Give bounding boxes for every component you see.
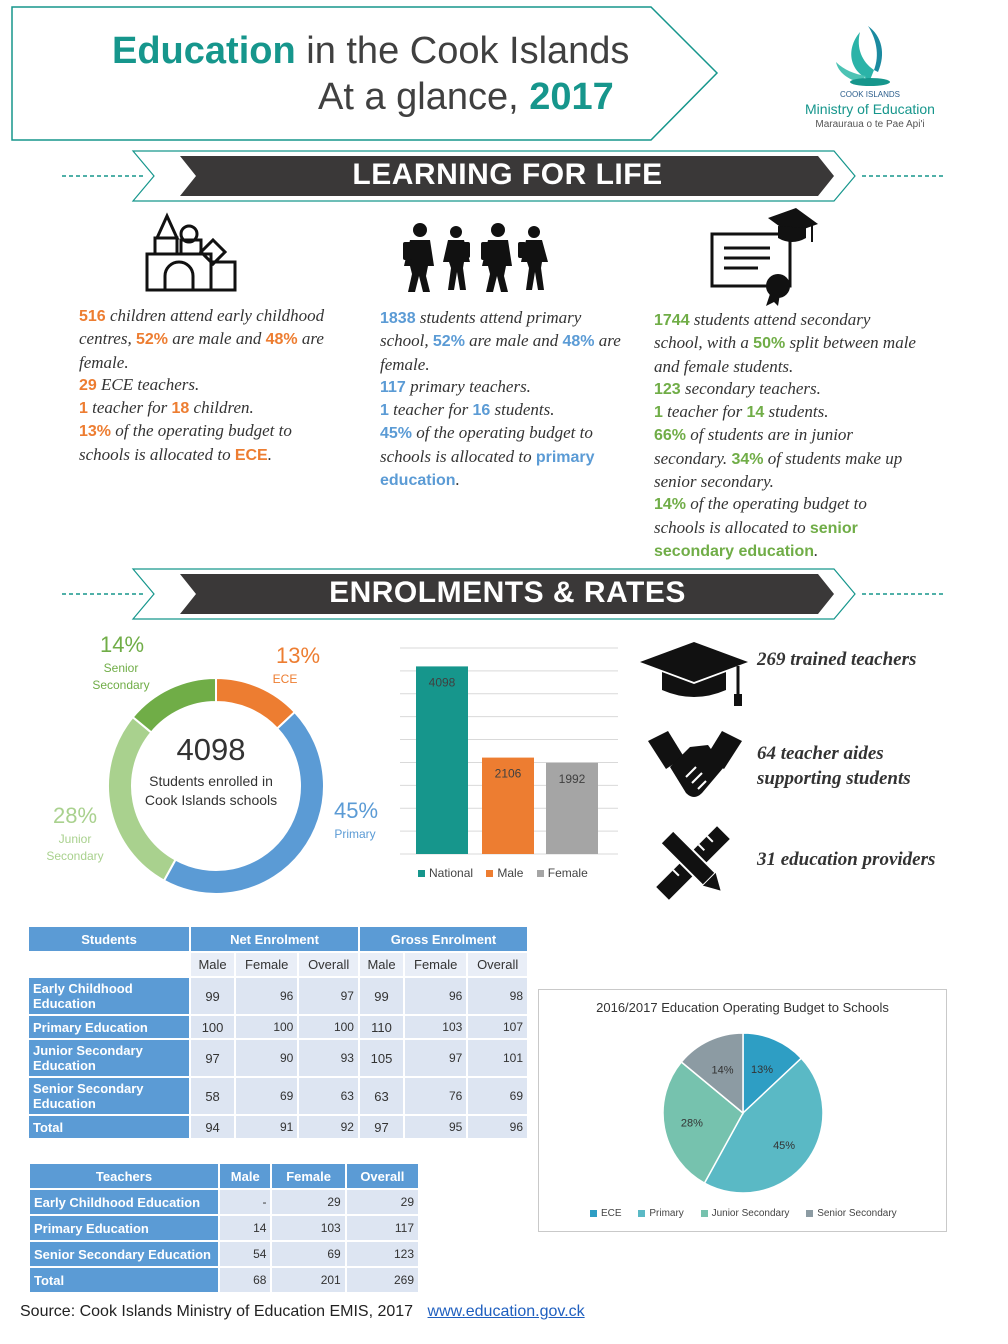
- th-teachers-overall: Overall: [347, 1164, 418, 1188]
- table-row: Early Childhood Education - 29 29: [30, 1190, 418, 1214]
- pie-legend-primary: Primary: [638, 1208, 683, 1219]
- th-teachers-female: Female: [272, 1164, 344, 1188]
- stat-education-providers: 31 education providers: [757, 849, 936, 870]
- donut-label-ece-pct: 13%: [275, 643, 321, 668]
- table-row: Senior Secondary Education 54 69 123: [30, 1242, 418, 1266]
- banner-enrolments-title: ENROLMENTS & RATES: [329, 576, 686, 609]
- table-row: Junior Secondary Education 97 90 93 105 97 101: [29, 1040, 527, 1076]
- banner-learning-title: LEARNING FOR LIFE: [352, 158, 663, 191]
- th-teachers-male: Male: [220, 1164, 270, 1188]
- bar-label-national: 4098: [428, 675, 456, 690]
- table-row: Early Childhood Education 99 96 97 99 96 98: [29, 978, 527, 1014]
- legend-male: Male: [486, 866, 523, 880]
- pie-legend-junior: Junior Secondary: [701, 1208, 790, 1219]
- graduation-cap-icon: [638, 640, 750, 708]
- pie-legend-ece: ECE: [590, 1208, 622, 1219]
- table-row: Total 94 91 92 97 95 96: [29, 1116, 527, 1138]
- budget-pie-chart: [658, 1028, 828, 1198]
- th-teachers: Teachers: [30, 1164, 218, 1188]
- donut-label-senior-name: Senior Secondary: [92, 661, 150, 692]
- page-title-line2: At a glance, 2017: [318, 76, 614, 118]
- logo-motto: Marauraua o te Pae Api'i: [815, 119, 925, 130]
- pie-label-primary: 45%: [773, 1139, 796, 1152]
- bar-chart-legend: [418, 866, 598, 880]
- diploma-certificate-icon: [708, 206, 820, 306]
- th-net-overall: Overall: [299, 953, 358, 976]
- th-gross-overall: Overall: [468, 953, 527, 976]
- th-net-male: Male: [191, 953, 234, 976]
- source-text: Source: Cook Islands Ministry of Education EMIS, 2017: [20, 1303, 414, 1320]
- donut-label-senior-pct: 14%: [99, 632, 145, 657]
- bar-national: [416, 666, 468, 854]
- logo-country: COOK ISLANDS: [839, 90, 900, 99]
- handshake-icon: [646, 727, 744, 805]
- th-gross-male: Male: [360, 953, 403, 976]
- logo-text: [790, 90, 950, 130]
- donut-label-junior-pct: 28%: [52, 803, 98, 828]
- toy-blocks-icon: [143, 210, 239, 294]
- budget-pie-legend: [590, 1208, 911, 1219]
- stat-trained-teachers: 269 trained teachers: [757, 649, 917, 670]
- pie-label-junior-secondary: 28%: [680, 1117, 703, 1130]
- table-row: Total 68 201 269: [30, 1268, 418, 1292]
- pencil-ruler-icon: [654, 826, 732, 900]
- source-note: [20, 1303, 585, 1321]
- budget-pie-title: 2016/2017 Education Operating Budget to Schools: [596, 1000, 889, 1015]
- bar-label-female: 1992: [558, 771, 586, 786]
- donut-label-junior-name: Junior Secondary: [46, 832, 104, 863]
- table-row: Senior Secondary Education 58 69 63 63 76 69: [29, 1078, 527, 1114]
- donut-center-value: 4098: [176, 732, 246, 767]
- th-gross-enrolment: Gross Enrolment: [360, 927, 527, 951]
- donut-label-primary-pct: 45%: [333, 798, 379, 823]
- secondary-summary: 1744 students attend secondary school, with a 50% split between male and female students. 123 secondary teachers. 1 teacher for 14 students. 66% of students are in junior secondary. 34% of students make up senior secondary. 14% of the operating budget to schools is allocated to senior secondary education.: [654, 310, 916, 560]
- source-link[interactable]: www.education.gov.ck: [427, 1303, 585, 1320]
- th-gross-female: Female: [405, 953, 466, 976]
- th-net-enrolment: Net Enrolment: [191, 927, 358, 951]
- th-students: Students: [29, 927, 189, 951]
- enrolment-bar-chart: [396, 640, 622, 860]
- logo-ministry: Ministry of Education: [805, 101, 935, 117]
- title-box: [11, 6, 719, 141]
- page-title-line1: Education in the Cook Islands: [112, 30, 630, 72]
- primary-summary: 1838 students attend primary school, 52% are male and 48% are female. 117 primary teachers. 1 teacher for 16 students. 45% of the operating budget to schools is allocated to primary education.: [380, 308, 621, 490]
- students-walking-icon: [398, 222, 553, 294]
- pie-label-senior-secondary: 14%: [711, 1064, 734, 1077]
- th-net-female: Female: [236, 953, 297, 976]
- table-row: Primary Education 14 103 117: [30, 1216, 418, 1240]
- donut-label-primary-name: Primary: [334, 827, 376, 841]
- pie-label-ece: 13%: [751, 1063, 774, 1076]
- donut-center-label: Students enrolled in Cook Islands schools: [144, 773, 278, 808]
- ece-summary: 516 children attend early childhood centres, 52% are male and 48% are female. 29 ECE teachers. 1 teacher for 18 children. 13% of the operating budget to schools is allocated to ECE.: [79, 306, 325, 464]
- legend-national: National: [418, 866, 473, 880]
- legend-female: Female: [537, 866, 588, 880]
- teachers-table: [28, 1162, 420, 1294]
- stat-teacher-aides: 64 teacher aides supporting students: [757, 743, 911, 789]
- pie-legend-senior: Senior Secondary: [806, 1208, 897, 1219]
- bar-label-male: 2106: [494, 766, 522, 781]
- students-enrolment-table: [27, 925, 529, 1140]
- table-row: Primary Education 100 100 100 110 103 107: [29, 1016, 527, 1038]
- donut-label-ece-name: ECE: [272, 672, 298, 686]
